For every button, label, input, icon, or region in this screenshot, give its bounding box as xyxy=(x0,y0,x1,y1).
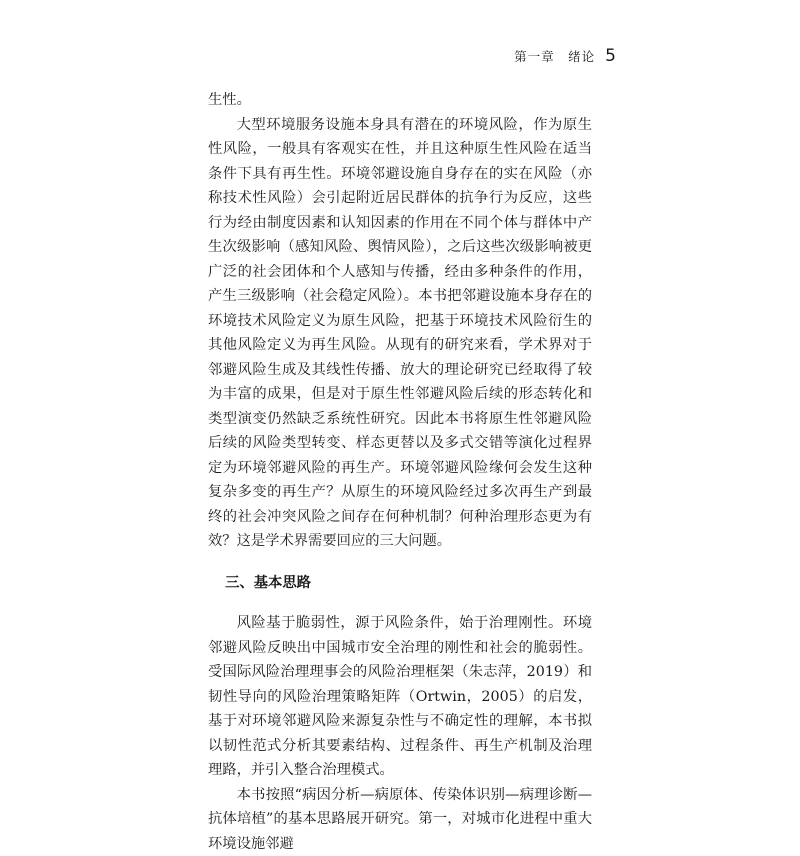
body-text xyxy=(208,88,592,856)
paragraph: 本书按照“病因分析—病原体、传染体识别—病理诊断—抗体培植”的基本思路展开研究。第一，对城市化进程中重大环境设施邻避 xyxy=(208,783,592,856)
paragraph: 大型环境服务设施本身具有潜在的环境风险，作为原生性风险，一般具有客观实在性，并且这种原生性风险在适当条件下具有再生性。环境邻避设施自身存在的实在风险（亦称技术性风险）会引起附近居民群体的抗争行为反应，这些行为经由制度因素和认知因素的作用在不同个体与群体中产生次级影响（感知风险、舆情风险），之后这些次级影响被更广泛的社会团体和个人感知与传播，经由多种条件的作用，产生三级影响（社会稳定风险）。本书把邻避设施本身存在的环境技术风险定义为原生风险，把基于环境技术风险衍生的其他风险定义为再生风险。从现有的研究来看，学术界对于邻避风险生成及其线性传播、放大的理论研究已经取得了较为丰富的成果，但是对于原生性邻避风险后续的形态转化和类型演变仍然缺乏系统性研究。因此本书将原生性邻避风险后续的风险类型转变、样态更替以及多式交错等演化过程界定为环境邻避风险的再生产。环境邻避风险缘何会发生这种复杂多变的再生产？从原生的环境风险经过多次再生产到最终的社会冲突风险之间存在何种机制？何种治理形态更为有效？这是学术界需要回应的三大问题。 xyxy=(208,113,592,554)
page-number: 5 xyxy=(605,46,616,66)
chapter-title: 第一章 绪论 xyxy=(514,47,595,65)
paragraph: 风险基于脆弱性，源于风险条件，始于治理刚性。环境邻避风险反映出中国城市安全治理的刚性和社会的脆弱性。受国际风险治理理事会的风险治理框架（朱志萍，2019）和韧性导向的风险治理策略矩阵（Ortwin，2005）的启发，基于对环境邻避风险来源复杂性与不确定性的理解，本书拟以韧性范式分析其要素结构、过程条件、再生产机制及治理理路，并引入整合治理模式。 xyxy=(208,611,592,783)
running-head xyxy=(514,46,616,66)
section-heading: 三、基本思路 xyxy=(208,571,592,596)
continuation-text: 生性。 xyxy=(208,88,592,113)
